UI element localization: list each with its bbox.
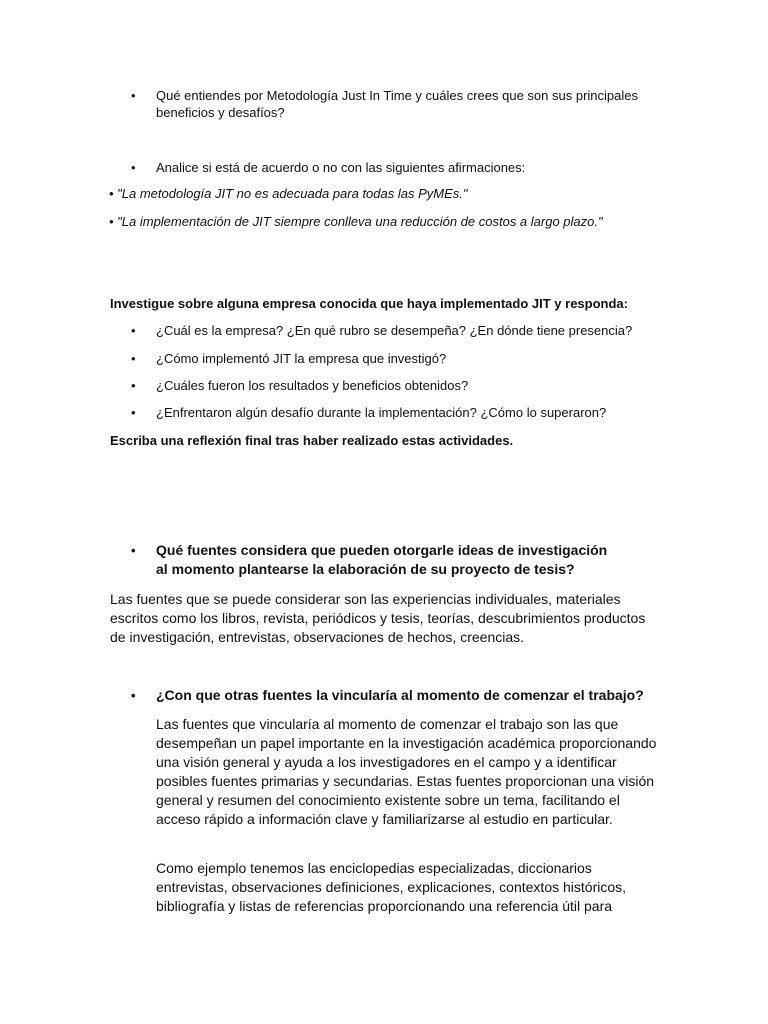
statement-pymes: • "La metodología JIT no es adecuada para todas las PyMEs." (109, 186, 468, 201)
challenges-question-text: • ¿Enfrentaron algún desafío durante la implementación? ¿Cómo lo superaron? (0, 404, 656, 421)
other-sources-answer-paragraph: Las fuentes que vincularía al momento de comenzar el trabajo son las que desempeñan un papel importante en la investigación académica proporcionando una visión general y ayuda a los investigadores en el campo y a identificar posibles fuentes primarias y secundarias. Estas fuentes proporcionan una visión general y resumen del conocimiento existente sobre un tema, facilitando el acceso rápido a información clave y familiarizarse al estudio en particular. (156, 716, 657, 827)
results-question-item (0, 377, 768, 394)
challenges-question-item (0, 404, 768, 421)
implementation-question-item (0, 350, 768, 367)
analyze-statements-bullet (0, 159, 768, 176)
final-reflection-instruction: Escriba una reflexión final tras haber realizado estas actividades. (110, 433, 514, 448)
sources-answer-paragraph: Las fuentes que se puede considerar son las experiencias individuales, materiales escritos como los libros, revista, periódicos y tesis, teorías, descubrimientos productos de investigación, entrevistas, observaciones de hechos, creencias. (110, 591, 646, 645)
company-question-item (0, 322, 768, 339)
sources-question-text: • Qué fuentes considera que pueden otorgarle ideas de investigación al momento plantearse la elaboración de su proyecto de tesis? (0, 541, 616, 579)
research-company-heading: Investigue sobre alguna empresa conocida que haya implementado JIT y responda: (110, 296, 628, 311)
other-sources-question-bullet (0, 686, 768, 705)
statement-costs: • "La implementación de JIT siempre conlleva una reducción de costos a largo plazo." (109, 214, 603, 229)
examples-paragraph: Como ejemplo tenemos las enciclopedias especializadas, diccionarios entrevistas, observaciones definiciones, explicaciones, contextos históricos, bibliografía y listas de referencias proporcionando una referencia útil para (156, 860, 627, 914)
jit-question-bullet (0, 87, 768, 121)
jit-question-text: • Qué entiendes por Metodología Just In Time y cuáles crees que son sus principales beneficios y desafíos? (0, 87, 656, 121)
sources-question-bullet (0, 541, 768, 579)
other-sources-question-text: • ¿Con que otras fuentes la vincularía al momento de comenzar el trabajo? (0, 686, 656, 705)
analyze-statements-text: • Analice si está de acuerdo o no con las siguientes afirmaciones: (0, 159, 656, 176)
results-question-text: • ¿Cuáles fueron los resultados y beneficios obtenidos? (0, 377, 656, 394)
implementation-question-text: • ¿Cómo implementó JIT la empresa que investigó? (0, 350, 656, 367)
company-question-text: • ¿Cuál es la empresa? ¿En qué rubro se desempeña? ¿En dónde tiene presencia? (0, 322, 656, 339)
